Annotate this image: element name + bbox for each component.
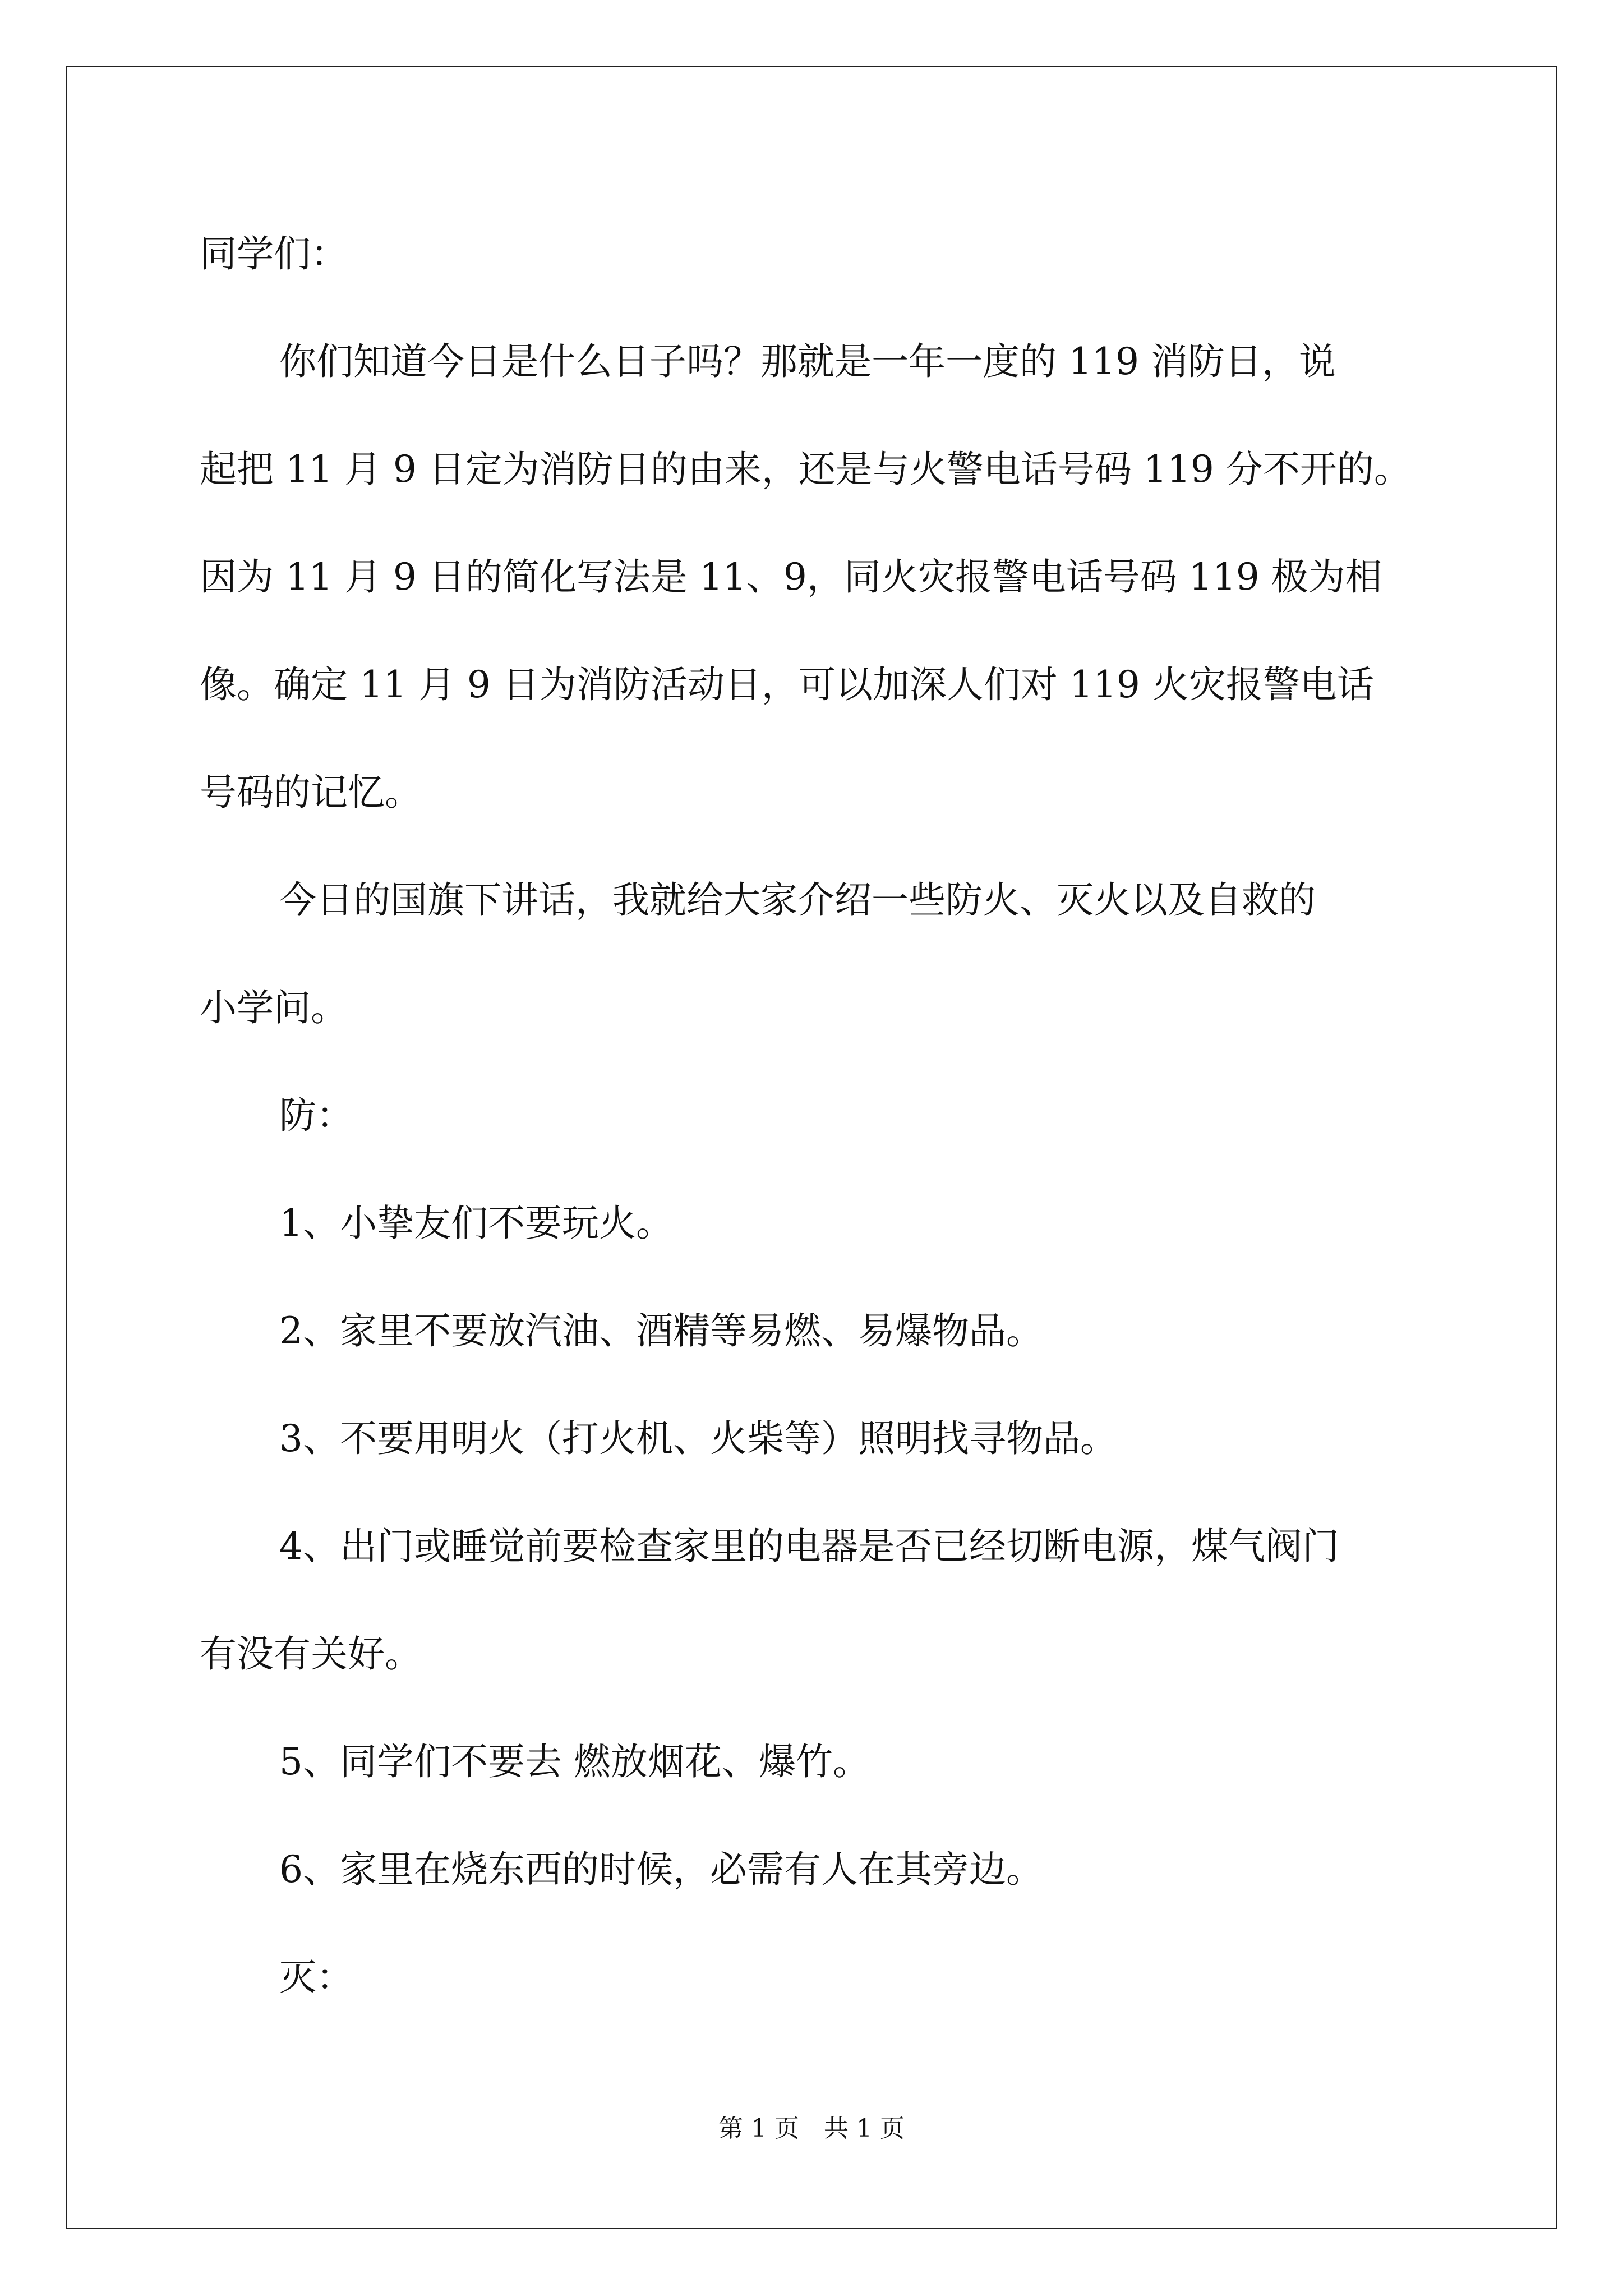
- list-item: 6、家里在烧东西的时候，必需有人在其旁边。: [279, 1848, 1043, 1891]
- paragraph-line: 号码的记忆。: [200, 771, 422, 814]
- paragraph-line: 今日的国旗下讲话，我就给大家介绍一些防火、灭火以及自救的: [279, 878, 1316, 922]
- list-item: 5、同学们不要去 燃放烟花、爆竹。: [279, 1740, 870, 1783]
- salutation-line: 同学们：: [200, 232, 348, 275]
- list-item: 1、小挚友们不要玩火。: [279, 1202, 673, 1245]
- list-item: 2、家里不要放汽油、酒精等易燃、易爆物品。: [279, 1309, 1043, 1352]
- list-item-continuation: 有没有关好。: [200, 1632, 422, 1676]
- page-footer: 第 1 页 共 1 页: [718, 2114, 905, 2143]
- document-body: [67, 67, 1556, 2228]
- paragraph-line: 像。确定 11 月 9 日为消防活动日，可以加深人们对 119 火灾报警电话: [200, 663, 1374, 706]
- section-heading: 灭：: [279, 1955, 353, 1999]
- list-item: 3、不要用明火（打火机、火柴等）照明找寻物品。: [279, 1417, 1117, 1460]
- section-heading: 防：: [279, 1094, 353, 1137]
- paragraph-line: 起把 11 月 9 日定为消防日的由来，还是与火警电话号码 119 分不开的。: [200, 448, 1411, 491]
- page-border: [66, 66, 1557, 2229]
- list-item: 4、出门或睡觉前要检查家里的电器是否已经切断电源，煤气阀门: [279, 1525, 1339, 1568]
- paragraph-line: 因为 11 月 9 日的简化写法是 11、9，同火灾报警电话号码 119 极为相: [200, 555, 1382, 599]
- paragraph-line: 你们知道今日是什么日子吗？那就是一年一度的 119 消防日，说: [279, 340, 1336, 383]
- paragraph-line: 小学问。: [200, 986, 348, 1029]
